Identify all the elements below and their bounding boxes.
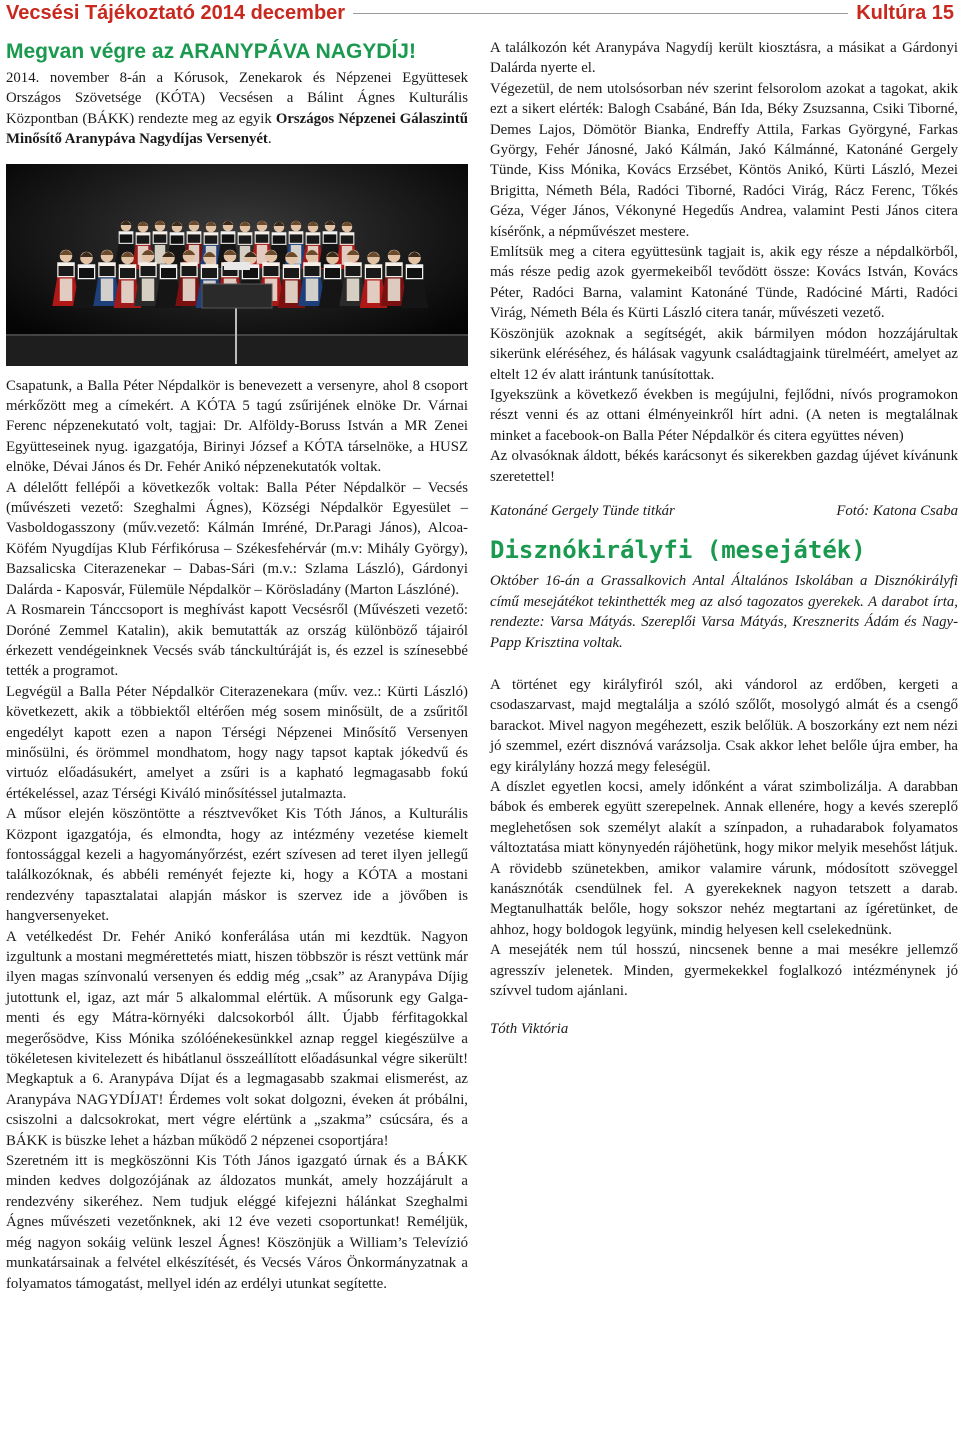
article-intro — [6, 68, 468, 150]
paragraph-9: Végezetül, de nem utolsósorban név szerint felsorolom azokat a tagokat, akik ezt a sikert elérték: Balogh Csabáné, Bán Ida, Béky Zsuzsanna, Csiki Tiborné, Demes Lajos, Dömötör Bianka, Endreffy Attila, Farkas Györgyné, Farkas György, Fehér Jánosné, Jakó Kálmán, Jakó Kálmánné, Katonáné Gergely Tünde, Kiss Mónika, Kovács Erzsébet, Köntös Anikó, Kürti László, Mezei Brigitta, Németh Béla, Radóci Tiborné, Radóci Virág, Rácz Ferenc, Tőkés Géza, Véger János, Vékonyné Hegedűs Andrea, valamint Pesti János citera kísérőnk, a népművészet mestere. — [490, 80, 958, 240]
page-header — [0, 0, 960, 26]
article2-paragraph-1: A történet egy királyfiról szól, aki vándorol az erdőben, kergeti a csodaszarvast, majd megtalálja a szóló szőlőt, mosolygó almát és a csengő barackot. Mivel nagyon megéhezett, eszik belőlük. A boszorkány ezt nem nézi jó szemmel, ezért disznóvá varázsolja. Csak akkor lehet belőle újra ember, ha egy királylány hozzá megy feleségül. — [490, 676, 958, 775]
paragraph-1: Csapatunk, a Balla Péter Népdalkör is benevezett a versenyre, ahol 8 csoport mérkőzött meg a címekért. A KÓTA 5 tagú zsűrijének elnöke Dr. Várnai Ferenc népzenekutató volt, tagjai: Dr. Alföldy-Boruss István a MR Zenei Együtteseinek nyug. igazgatója, Birinyi József a KÓTA társelnöke, a HUSZ elnöke, Dévai János és Dr. Fehér Anikó népzenekutatók voltak. — [6, 377, 468, 476]
photo-credit: Fotó: Katona Csaba — [836, 502, 958, 519]
intro-text: 2014. november 8-án a Kórusok, Zenekarok és Népzenei Együttesek Országos Szövetsége (KÓTA) Vecsésen a Bálint Ágnes Kulturális Központban (BÁKK) rendezte meg az egyik — [6, 70, 468, 127]
article2-paragraph-3: A mesejáték nem túl hosszú, nincsenek benne a mai mesékre jellemző agresszív jelenetek. Minden, gyermekekkel foglalkozó intézménynek jó szívvel tudom ajánlani. — [490, 942, 958, 1000]
paragraph-12: Igyekszünk a következő években is megújulni, fejlődni, nívós programokon részt venni és az ottani élményeinkről hírt adni. (A neten is megtalálnak minket a facebook-on Balla Péter Népdalkör és citera együttes néven) — [490, 386, 958, 444]
paragraph-11: Köszönjük azoknak a segítségét, akik bármilyen módon hozzájárultak sikerünk eléréséhez, és hálásak vagyunk családtagjaink türelméért, amelyet az eltelt 12 év alatt irántunk tanúsítottak. — [490, 325, 958, 383]
choir-photo-image — [6, 164, 468, 366]
article-title: Megvan végre az ARANYPÁVA NAGYDÍJ! — [6, 40, 416, 63]
article2-paragraph-2: A díszlet egyetlen kocsi, amely időnként a várat szimbolizálja. A darabban bábok és emberek együtt szerepelnek. Annak ellenére, hogy a kevés szereplő meglehetősen sok személyt alakít a színpadon, a ruhadarabok folyamatos változtatása miatt könynyedén rájöhetünk, hogy mikor melyik mesehőst látjuk. A rövidebb szünetekben, amikor valamire várunk, módosított szöveggel kanásznóták csendülnek fel. A gyerekeknek nagyon tetszett a darab. Megtanulhatták belőle, hogy sokszor nehéz megtartani az ígéretünket, de ahhoz, hogy boldogok legyünk, mindig helyesen kell cselekednünk. — [490, 779, 958, 938]
article2-author: Tóth Viktória — [490, 1021, 569, 1038]
right-column — [490, 38, 958, 1040]
paragraph-2: A délelőtt fellépői a következők voltak: Balla Péter Népdalkör – Vecsés (művészeti vezető: Szeghalmi Ágnes), Községi Népdalkör Egyesület – Vasboldogasszony (műv.vezető: Kálmán Imréné, Dr.Paragi János), Alcoa-Köfém Nyugdíjas Klub Férfikórusa – Székesfehérvár (m.v: Mihály György), Bazsalicska Citerazenekar – Dabas-Sári (m.v.: Szlama László), Gárdonyi Dalárda - Kaposvár, Fülemüle Népdalkör – Körösladány (Marton Lászlóné). — [6, 479, 468, 598]
paragraph-5: A műsor elején köszöntötte a résztvevőket Kis Tóth János, a Kulturális Központ igazgatója, és elmondta, hogy az intézmény vezetése kiemelt fontossággal kezeli a hagyományőrzést, ezért szívesen ad teret ilyen jellegű találkozóknak, és abbéli reményét fejezte ki, hogy a KÓTA a mostani rendezvény tapasztalatai alapján máskor is szervez ide a jövőben is hangversenyeket. — [6, 806, 468, 925]
choir-photo — [6, 164, 468, 366]
publication-title: Vecsési Tájékoztató 2014 december — [6, 0, 353, 26]
paragraph-7: Szeretném itt is megköszönni Kis Tóth János igazgató úrnak és a BÁKK minden kedves dolgozójának az áldozatos munkát, amely hozzájárult a rendezvény sikeréhez. Nem tudjuk eléggé kifejezni hálánkat Szeghalmi Ágnes művészeti vezetőnknek, aki 12 éve vezeti csoportunkat! Reméljük, még nagyon sokáig velünk leszel Ágnes! Köszönjük a William’s Televízió munkatársainak a felvétel elkészítését, és Vecsés Város Önkormányzatnak a folyamatos támogatást, mellyel idén az erdélyi utunkat segítette. — [6, 1153, 468, 1292]
article2-lead: Október 16-án a Grassalkovich Antal Általános Iskolában a Disznókirályfi című mesejátékot tekinthették meg az alsó tagozatos gyerekek. A darabot írta, rendezte: Varsa Mátyás. Szereplői Varsa Mátyás, Kresznerits Ádám és Nagy-Papp Krisztina voltak. — [490, 573, 958, 651]
paragraph-8: A találkozón két Aranypáva Nagydíj került kiosztásra, a másikat a Gárdonyi Dalárda nyerte el. — [490, 40, 958, 77]
article2-title: Disznókirályfi (mesejáték) — [490, 536, 866, 565]
paragraph-13: Az olvasóknak áldott, békés karácsonyt és sikerekben gazdag újévet kívánunk szeretettel! — [490, 448, 958, 485]
paragraph-4: Legvégül a Balla Péter Népdalkör Citerazenekara (műv. vez.: Kürti László) következett, akik a többiektől eltérően még sosem minősült, de a zsűritől engedélyt kapott ezen a napon Térségi Népzenei Minősítő Versenyen minősülni, és örömmel mondhatom, hogy nagy tapsot kaptak jókedvű és virtuóz előadásukért, amelyet a zsűri is a kapható legmagasabb fokú értékeléssel, azaz Térségi Kiváló minősítéssel jutalmazta. — [6, 683, 468, 802]
paragraph-3: A Rosmarein Tánccsoport is meghívást kapott Vecsésről (Művészeti vezető: Doróné Zemmel Katalin), akik bemutatták az ország különböző tájairól érkezett vendégeinknek Vecsés sváb tánckultúráját is, és ezzel is színesebbé tették a programot. — [6, 602, 468, 680]
article-signature — [490, 501, 958, 521]
intro-end: . — [267, 131, 272, 148]
paragraph-6: A vetélkedést Dr. Fehér Anikó konferálása után mi kezdtük. Nagyon izgultunk a mostani megmérettetés miatt, hiszen többször is részt vettünk már ilyen magas színvonalú versenyen és eddig még „csak” az Aranypáva Díjig jutottunk el, igaz, azt már 5 alkalommal elértük. A műsorunk egy Galga-menti és egy Mátra-környéki dalcsokorból állt. Újabb férfitagokkal megerősödve, Kiss Mónika szólóénekesünkkel aznap reggel kiegészülve a tökéletesen kivitelezett és hibátlanul összeállított előadásunkal végre sikerült! Megkaptuk a 6. Aranypáva Díjat és a legmagasabb szakmai elismerést, az Aranypáva NAGYDÍJAT! Érdemes volt sokat dolgozni, éveken át próbálni, csiszolni a dalcsokrokat, mert végre elértünk a „szakma” csúcsára, és a BÁKK is büszke lehet a házban működő 2 népzenei csoportjára! — [6, 928, 468, 1149]
section-page-label: Kultúra 15 — [848, 0, 954, 26]
paragraph-10: Említsük meg a citera együttesünk tagjait is, akik egy része a népdalkörből, más része pedig azok gyermekeiből tevődött össze: Kovács István, Kovács Péter, Radóci Barna, valamint Katonáné Tünde, Radóciné Márti, Radóci Virág, Németh Béla és Kürti László citera tanár, művészeti vezető. — [490, 244, 958, 322]
left-column — [6, 38, 468, 1294]
intro-bold-text: Országos Népzenei Gálaszintű Minősítő Aranypáva Nagydíjas Versenyét — [6, 110, 468, 148]
signature-author: Katonáné Gergely Tünde titkár — [490, 502, 675, 519]
